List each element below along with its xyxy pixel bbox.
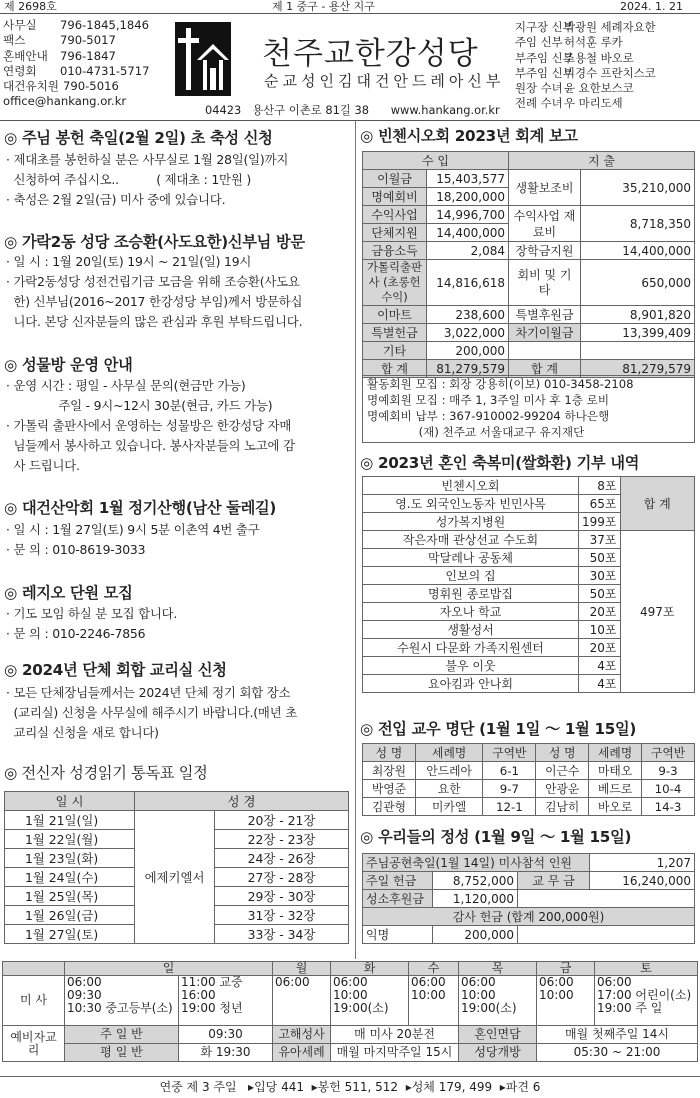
table-cell (581, 342, 695, 360)
table-cell: 명예회비 (363, 188, 427, 206)
table-cell: 06:00 09:30 10:30 중고등부(소) (65, 976, 179, 1026)
table-cell: 18,200,000 (427, 188, 509, 206)
table-cell: 성소후원금 (363, 890, 433, 908)
postal-code: 04423 (205, 103, 242, 117)
table-cell: 50포 (579, 549, 621, 567)
table-cell: 06:00 17:00 어린이(소) 19:00 주 일 (595, 976, 698, 1026)
table-cell: 명휘원 종로밥집 (363, 585, 579, 603)
table-cell: 안드레아 (415, 762, 483, 780)
notice-title: ◎ 성물방 운영 안내 (4, 356, 133, 374)
contact-label: 대건유치원 (3, 79, 59, 94)
table-cell: 8,752,000 (433, 872, 518, 890)
table-cell: 29장 - 30장 (215, 887, 349, 906)
offering-title: ◎ 우리들의 정성 (1월 9일 ～ 1월 15일) (360, 828, 632, 846)
table-cell: 10-4 (642, 780, 695, 798)
table-cell: 안광운 (536, 780, 589, 798)
table-cell: 27장 - 28장 (215, 868, 349, 887)
table-cell: 1월 26일(금) (5, 906, 135, 925)
table-cell: 최장원 (363, 762, 416, 780)
table-cell: 익명 (363, 926, 433, 944)
table-cell: 35,210,000 (581, 170, 695, 206)
reading-header-bible: 성 경 (135, 792, 349, 811)
table-cell: 20장 - 21장 (215, 811, 349, 830)
table-cell: 1월 21일(일) (5, 811, 135, 830)
notice-body: · 일 시 : 1월 27일(토) 9시 5분 이촌역 4번 출구 · 문 의 : 010-8619-3033 (6, 522, 260, 557)
table-cell: 박영준 (363, 780, 416, 798)
table-cell: 금 (537, 962, 595, 976)
mass-label: 미 사 (3, 976, 65, 1026)
expense-total: 81,279,579 (581, 360, 695, 378)
table-cell: 수익사업 (363, 206, 427, 224)
issue-number: 제 2698호 (4, 0, 57, 13)
table-cell: 생활성서 (363, 621, 579, 639)
reading-header-date: 일 시 (5, 792, 135, 811)
table-cell: 1,207 (590, 854, 695, 872)
district: 제 1 중구 - 용산 지구 (272, 0, 375, 13)
table-cell: 06:00 (273, 976, 331, 1026)
table-cell (509, 342, 581, 360)
table-cell: 회비 및 기타 (509, 260, 581, 306)
issue-date: 2024. 1. 21 (620, 0, 683, 13)
table-cell: 혼인면담 (459, 1026, 537, 1044)
transfer-table (362, 743, 695, 816)
table-cell: 특별헌금 (363, 324, 427, 342)
church-title: 천주교한강성당 (262, 36, 479, 72)
contact-value: 796-1845,1846 (60, 18, 150, 32)
contact-label: 사무실 (3, 18, 37, 32)
table-cell: 6-1 (483, 762, 536, 780)
table-row (5, 811, 349, 830)
table-cell: 09:30 (179, 1026, 273, 1044)
table-cell: 22장 - 23장 (215, 830, 349, 849)
table-cell: 특별후원금 (509, 306, 581, 324)
contact-value: 796-1847 (60, 48, 116, 63)
offering-table (362, 853, 695, 944)
table-cell: 김남히 (536, 798, 589, 816)
table-cell: 1,120,000 (433, 890, 518, 908)
expense-header: 지 출 (509, 152, 695, 170)
notice-title: ◎ 가락2동 성당 조승환(사도요한)신부님 방문 (4, 233, 305, 251)
catechumen-label: 예비자교리 (3, 1026, 65, 1062)
table-cell: 장학금지원 (509, 242, 581, 260)
transfer-title: ◎ 전입 교우 명단 (1월 1일 ～ 1월 15일) (360, 720, 637, 738)
table-cell: 생활보조비 (509, 170, 581, 206)
clergy-role: 원장 수녀 (515, 81, 563, 96)
table-cell: 4포 (579, 675, 621, 693)
table-cell: 20포 (579, 639, 621, 657)
table-cell: 토 (595, 962, 698, 976)
table-cell: 06:00 10:00 (409, 976, 459, 1026)
table-cell: 2,084 (427, 242, 509, 260)
table-row (363, 780, 695, 798)
table-cell: 불우 이웃 (363, 657, 579, 675)
clergy-role: 부주임 신부 (515, 50, 574, 65)
table-cell: 감사 헌금 (합계 200,000원) (363, 908, 695, 926)
notice-body: · 모든 단체장님들께서는 2024년 단체 정기 회합 장소 (교리실) 신청을 사무실에 해주시기 바랍니다.(매년 초 교리실 신청을 새로 합니다) (6, 685, 297, 740)
table-cell: 가톨릭출판사 (초롱헌수익) (363, 260, 427, 306)
table-cell: 화 (331, 962, 409, 976)
clergy-role: 전례 수녀 (515, 96, 563, 111)
table-cell: 8,901,820 (581, 306, 695, 324)
rice-total: 497포 (620, 531, 695, 693)
table-cell: 일 (65, 962, 273, 976)
table-cell: 14,400,000 (581, 242, 695, 260)
table-cell: 이마트 (363, 306, 427, 324)
table-cell: 주일 헌금 (363, 872, 433, 890)
notice-body: · 일 시 : 1월 20일(토) 19시 ~ 21일(일) 19시 · 가락2동성당 성전건립기금 모금을 위해 조승환(사도요 한) 신부님(2016~2017 한강성당 부임)께서 방문하십 니다. 본당 신자분들의 많은 관심과 후원 부탁드립니다. (6, 254, 303, 329)
notice-title: ◎ 2024년 단체 회합 교리실 신청 (4, 661, 227, 679)
website-link[interactable]: www.hankang.or.kr (390, 103, 500, 117)
table-cell: 수익사업 재료비 (509, 206, 581, 242)
table-cell: 바오로 (589, 798, 642, 816)
table-cell: 33장 - 34장 (215, 925, 349, 944)
clergy-name: 우 마리도세 (564, 96, 623, 111)
clergy-name: 허석훈 루카 (564, 35, 623, 50)
table-cell: 구역반 (483, 744, 536, 762)
clergy-name: 윤 요한보스코 (564, 81, 634, 96)
table-cell: 11:00 교중 16:00 19:00 청년 (179, 976, 273, 1026)
clergy-name: 이경수 프란치스코 (564, 65, 656, 80)
table-cell: 성 명 (363, 744, 416, 762)
notice-body: · 제대초를 봉헌하실 분은 사무실로 1월 28일(일)까지 신청하여 주십시오.. ( 제대초 : 1만원 ) · 축성은 2월 2일(금) 미사 중에 있습니다. (6, 152, 289, 207)
table-cell: 1월 23일(화) (5, 849, 135, 868)
table-cell: 월 (273, 962, 331, 976)
table-cell: 이근수 (536, 762, 589, 780)
table-cell: 작은자매 관상선교 수도회 (363, 531, 579, 549)
table-cell: 16,240,000 (590, 872, 695, 890)
table-cell: 4포 (579, 657, 621, 675)
table-cell: 막달레나 공동체 (363, 549, 579, 567)
table-cell: 14,996,700 (427, 206, 509, 224)
table-cell: 수 (409, 962, 459, 976)
church-address (205, 102, 500, 118)
church-subtitle: 순교성인김대건안드레아신부 (264, 72, 505, 90)
street-address: 용산구 이촌로 81길 38 (252, 103, 369, 117)
income-header: 수 입 (363, 152, 509, 170)
clergy-block (515, 20, 700, 112)
reading-title: ◎ 전신자 성경읽기 통독표 일정 (4, 764, 208, 782)
table-cell: 06:00 10:00 19:00(소) (331, 976, 409, 1026)
table-cell: 미카엘 (415, 798, 483, 816)
table-cell: 자오나 학교 (363, 603, 579, 621)
table-cell: 06:00 10:00 19:00(소) (459, 976, 537, 1026)
contact-value: 790-5017 (60, 33, 116, 48)
contact-label: 팩스 (3, 33, 26, 48)
table-cell: 김관형 (363, 798, 416, 816)
clergy-name: 조용철 바오로 (564, 50, 634, 65)
finance-title: ◎ 빈첸시오회 2023년 회계 보고 (360, 127, 578, 145)
notice-body: · 기도 모임 하실 분 모집 합니다. · 문 의 : 010-2246-7856 (6, 606, 178, 641)
table-cell: 1월 22일(월) (5, 830, 135, 849)
table-cell: 주님공현축일(1월 14일) 미사참석 인원 (363, 854, 590, 872)
reading-table (4, 791, 349, 944)
clergy-role: 지구장 신부 (515, 20, 574, 34)
table-cell: 매 미사 20분전 (331, 1026, 459, 1044)
table-cell (518, 890, 695, 908)
header-divider (0, 120, 700, 121)
table-cell: 9-3 (642, 762, 695, 780)
table-cell: 기타 (363, 342, 427, 360)
table-cell: 성가복지병원 (363, 513, 579, 531)
table-row (363, 762, 695, 780)
table-cell: 세례명 (415, 744, 483, 762)
table-cell: 매월 마지막주일 15시 (331, 1044, 459, 1062)
table-cell: 15,403,577 (427, 170, 509, 188)
notice-title: ◎ 주님 봉헌 축일(2월 2일) 초 축성 신청 (4, 129, 273, 147)
table-cell: 수원시 다문화 가족지원센터 (363, 639, 579, 657)
table-cell: 평 일 반 (65, 1044, 179, 1062)
table-cell: 65포 (579, 495, 621, 513)
table-cell: 238,600 (427, 306, 509, 324)
contact-value: 010-4731-5717 (60, 63, 150, 78)
table-cell: 구역반 (642, 744, 695, 762)
table-cell: 9-7 (483, 780, 536, 798)
table-cell: 37포 (579, 531, 621, 549)
table-cell: 금융소득 (363, 242, 427, 260)
table-cell: 199포 (579, 513, 621, 531)
table-cell: 화 19:30 (179, 1044, 273, 1062)
table-cell: 고해성사 (273, 1026, 331, 1044)
table-cell: 요아킴과 안나회 (363, 675, 579, 693)
table-cell: 성 명 (536, 744, 589, 762)
contact-value: 790-5016 (63, 79, 119, 94)
table-cell: 세례명 (589, 744, 642, 762)
table-cell (3, 962, 65, 976)
column-divider (355, 121, 356, 959)
notice-title: ◎ 레지오 단원 모집 (4, 584, 133, 602)
table-cell: 1월 25일(목) (5, 887, 135, 906)
table-cell: 8포 (579, 477, 621, 495)
table-cell: 12-1 (483, 798, 536, 816)
table-cell: 차기이월금 (509, 324, 581, 342)
finance-table (362, 151, 695, 378)
rice-title: ◎ 2023년 혼인 축복미(쌀화환) 기부 내역 (360, 454, 640, 472)
table-cell: 650,000 (581, 260, 695, 306)
table-cell: 교 무 금 (518, 872, 590, 890)
table-cell: 30포 (579, 567, 621, 585)
finance-notes: 활동회원 모집 : 회장 강용히(이보) 010-3458-2108 명예회원 모집 : 매주 1, 3주일 미사 후 1층 로비 명예회비 납부 : 367-910002-99204 하나은행 (재) 천주교 서울대교구 유지재단 (362, 375, 695, 443)
table-cell: 10포 (579, 621, 621, 639)
table-cell: 20포 (579, 603, 621, 621)
table-cell: 14,400,000 (427, 224, 509, 242)
table-cell: 200,000 (433, 926, 518, 944)
table-cell: 빈첸시오회 (363, 477, 579, 495)
email[interactable]: office@hankang.or.kr (3, 94, 127, 109)
table-cell: 50포 (579, 585, 621, 603)
table-cell: 31장 - 32장 (215, 906, 349, 925)
table-cell: 요한 (415, 780, 483, 798)
table-cell: 매월 첫째주일 14시 (537, 1026, 698, 1044)
rice-table (362, 476, 695, 693)
notice-body: · 운영 시간 : 평일 - 사무실 문의(현금만 가능) 주일 - 9시~12시 30분(현금, 카드 가능) · 가톨릭 출판사에서 운영하는 성물방은 한강성당 자매 님들께서 봉사하고 있습니다. 봉사자분들의 노고에 감 사 드립니다. (6, 378, 295, 473)
contact-block (3, 18, 173, 110)
contact-label: 혼배안내 (3, 48, 48, 63)
church-logo-icon (173, 20, 233, 98)
table-cell (518, 926, 695, 944)
table-cell: 06:00 10:00 (537, 976, 595, 1026)
contact-label: 연령회 (3, 63, 37, 78)
table-cell: 13,399,409 (581, 324, 695, 342)
table-cell: 14-3 (642, 798, 695, 816)
notice-title: ◎ 대건산악회 1월 정기산행(남산 둘레길) (4, 499, 277, 517)
table-cell: 베드로 (589, 780, 642, 798)
income-total-label: 합 계 (363, 360, 427, 378)
top-bar (0, 0, 700, 14)
table-cell: 200,000 (427, 342, 509, 360)
table-cell: 주 일 반 (65, 1026, 179, 1044)
table-cell: 8,718,350 (581, 206, 695, 242)
clergy-role: 주임 신부 (515, 35, 563, 50)
table-cell: 유아세례 (273, 1044, 331, 1062)
clergy-name: 박광원 세례자요한 (564, 20, 656, 34)
rice-total-label: 합 계 (620, 477, 695, 531)
table-cell: 14,816,618 (427, 260, 509, 306)
table-cell: 24장 - 26장 (215, 849, 349, 868)
table-cell: 05:30 ~ 21:00 (537, 1044, 698, 1062)
table-cell: 단체지원 (363, 224, 427, 242)
bible-book: 에제키엘서 (135, 811, 215, 944)
table-cell: 마태오 (589, 762, 642, 780)
table-cell: 3,022,000 (427, 324, 509, 342)
table-cell: 목 (459, 962, 537, 976)
table-cell: 영.도 외국인노동자 빈민사목 (363, 495, 579, 513)
table-cell: 이월금 (363, 170, 427, 188)
clergy-role: 부주임 신부 (515, 65, 574, 80)
table-cell: 1월 27일(토) (5, 925, 135, 944)
liturgy-footer: 연중 제 3 주일 ▸입당 441 ▸봉헌 511, 512 ▸성체 179, 499 ▸파견 6 (0, 1076, 700, 1098)
table-cell: 1월 24일(수) (5, 868, 135, 887)
expense-total-label: 합 계 (509, 360, 581, 378)
mass-schedule (2, 961, 698, 1062)
table-cell: 인보의 집 (363, 567, 579, 585)
table-cell: 성당개방 (459, 1044, 537, 1062)
income-total: 81,279,579 (427, 360, 509, 378)
table-row (363, 798, 695, 816)
